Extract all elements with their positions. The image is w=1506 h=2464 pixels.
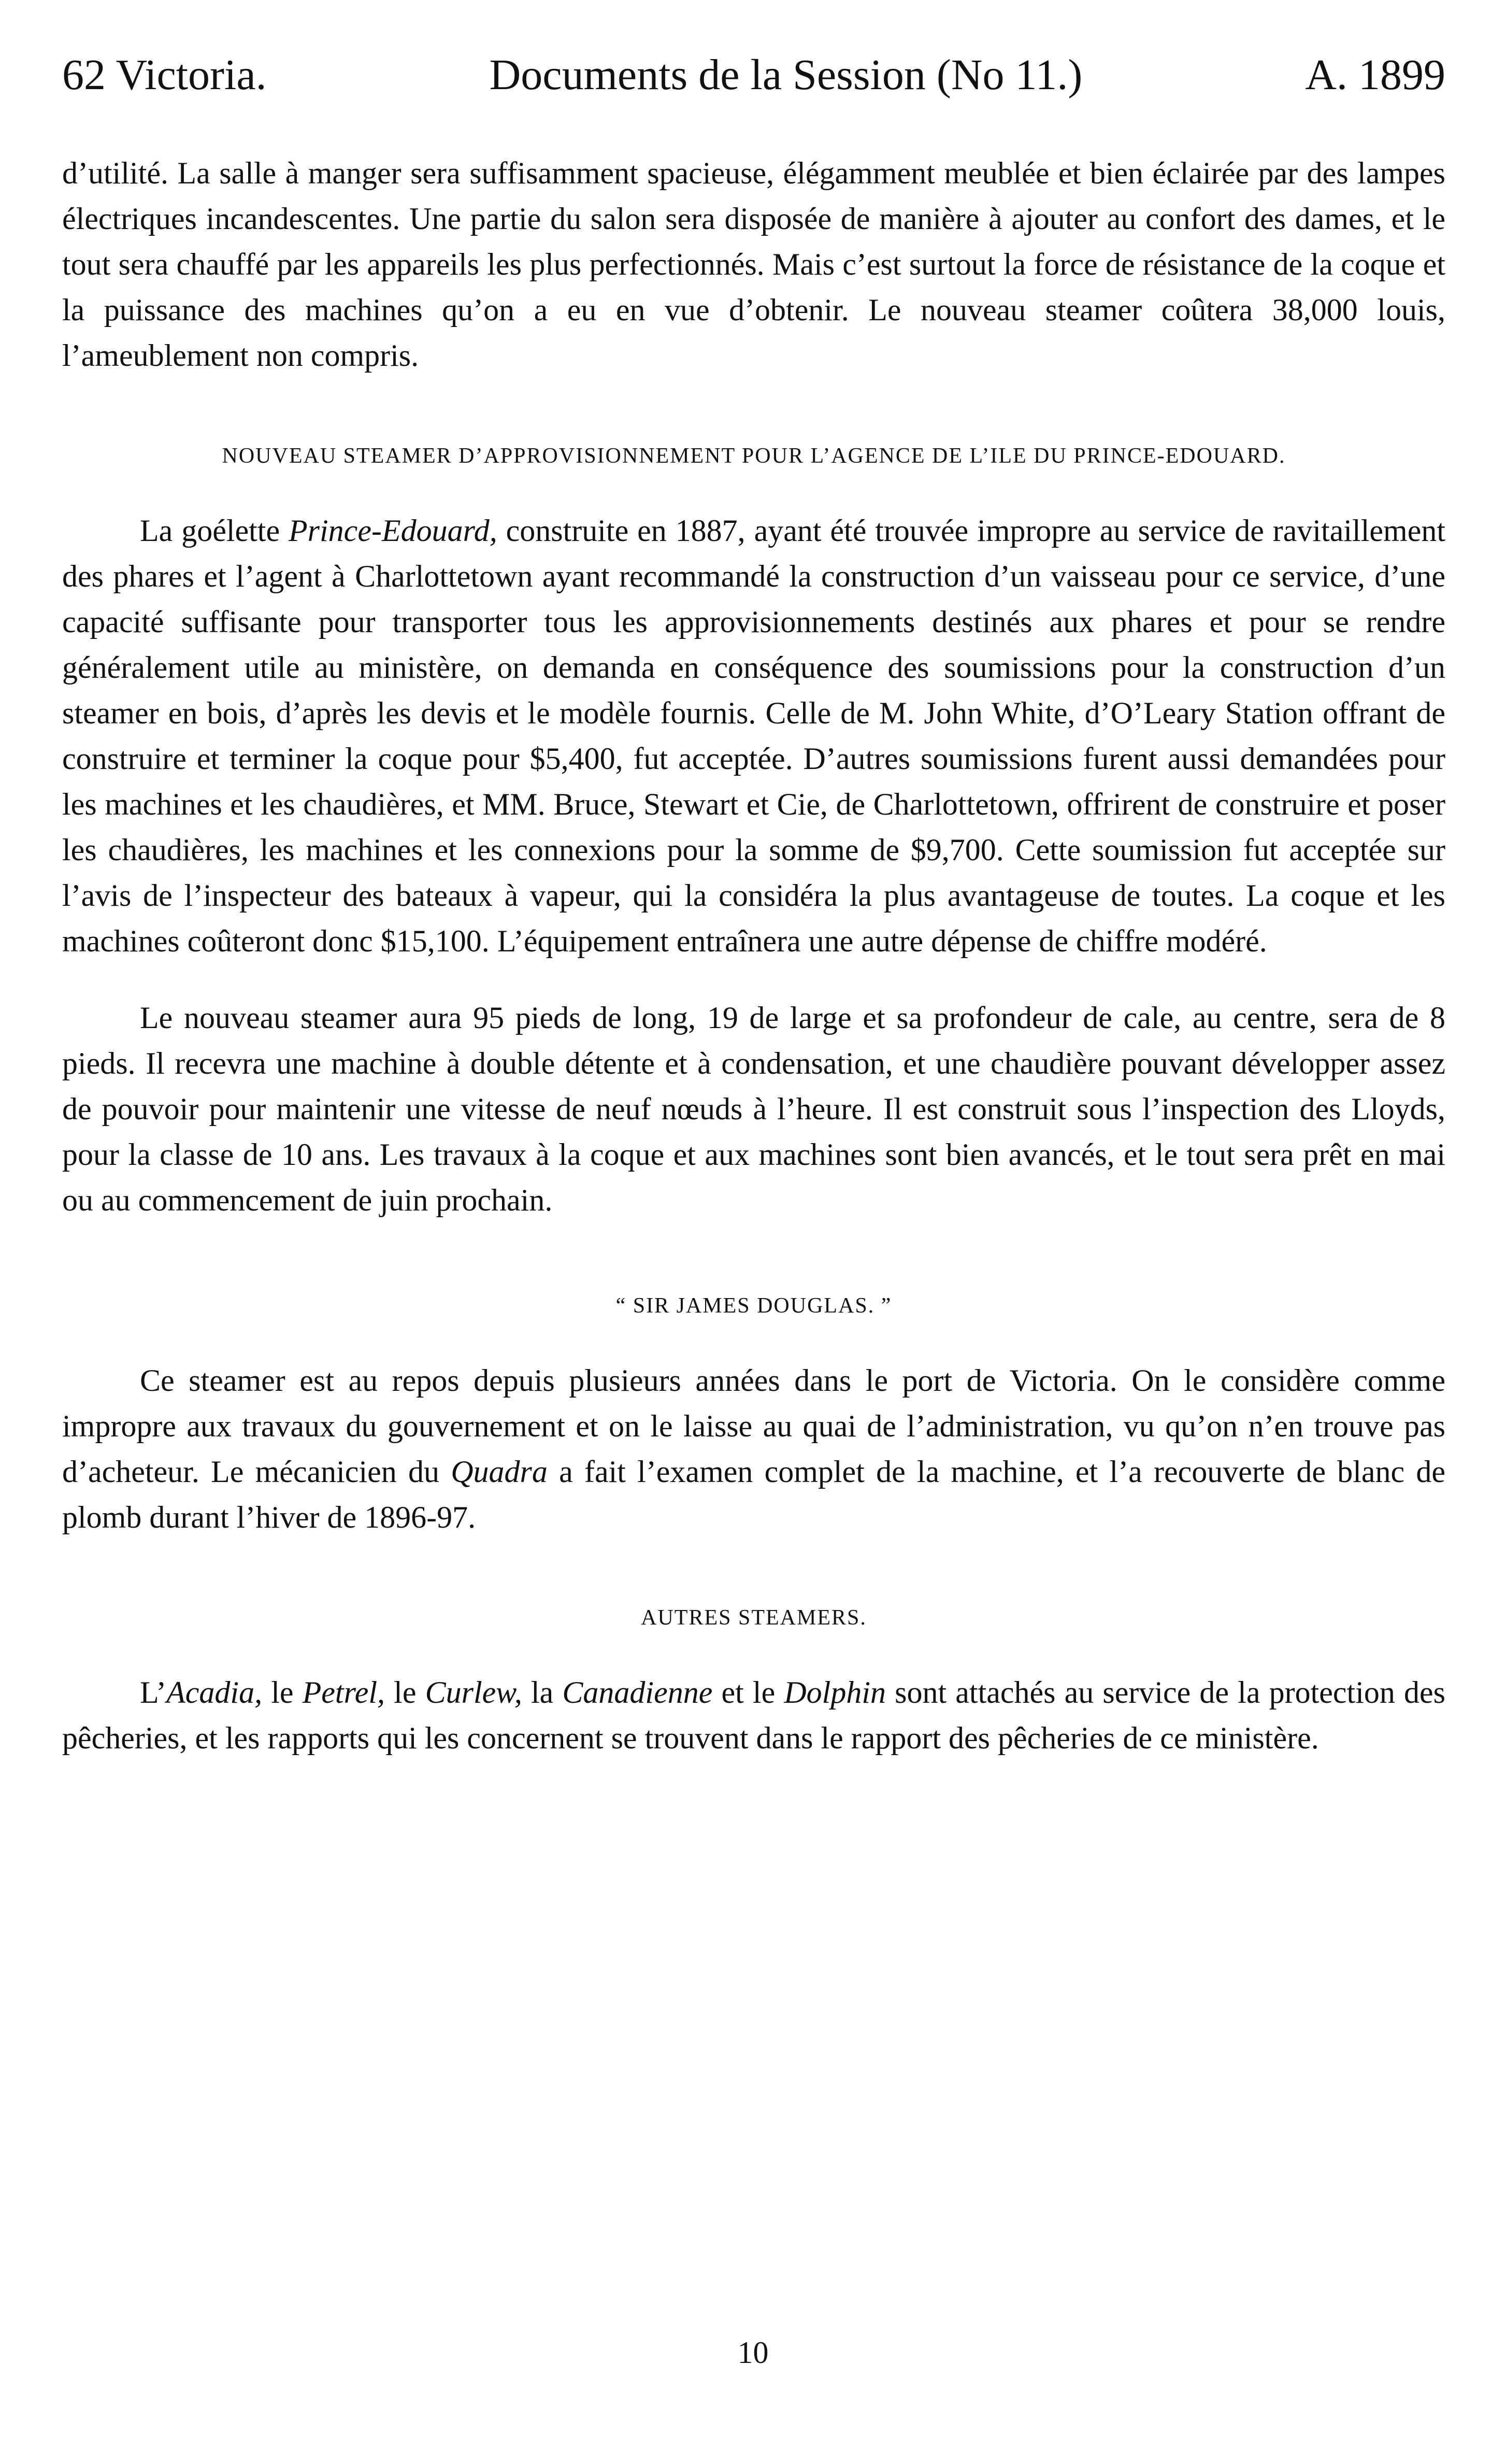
ship-name-petrel: Petrel, bbox=[302, 1675, 385, 1710]
text-run: le bbox=[385, 1675, 425, 1710]
text-run: et le bbox=[712, 1675, 784, 1710]
page-number: 10 bbox=[737, 2335, 769, 2370]
header-year: A. 1899 bbox=[1305, 51, 1445, 99]
document-page bbox=[62, 47, 1445, 1761]
ship-name-quadra: Quadra bbox=[451, 1455, 548, 1489]
text-run: le bbox=[262, 1675, 303, 1710]
text-run: La goélette bbox=[140, 514, 289, 548]
paragraph-sir-james-douglas bbox=[62, 1358, 1445, 1540]
ship-name-canadienne: Canadienne bbox=[562, 1675, 713, 1710]
paragraph-other-steamers bbox=[62, 1670, 1445, 1761]
text-run: sont attachés au service de la protection des pêcheries, et les rapports qui les concernent se trouvent dans le rapport des pêcheries de ce ministère. bbox=[62, 1675, 1445, 1755]
ship-name-prince-edouard: Prince-Edouard, bbox=[289, 514, 497, 548]
text-run: la bbox=[522, 1675, 563, 1710]
paragraph-prince-edouard bbox=[62, 508, 1445, 964]
text-run: a fait l’examen complet de la machine, et l’a recouverte de blanc de plomb durant l’hiver de 1896-97. bbox=[62, 1455, 1445, 1534]
ship-name-dolphin: Dolphin bbox=[784, 1675, 886, 1710]
running-header bbox=[62, 47, 1445, 104]
ship-name-acadia: Acadia, bbox=[166, 1675, 263, 1710]
section-heading-other-steamers: AUTRES STEAMERS. bbox=[641, 1606, 867, 1630]
text-run: L’ bbox=[140, 1675, 167, 1710]
section-heading-sir-james-douglas: “ SIR JAMES DOUGLAS. ” bbox=[615, 1294, 892, 1318]
section-heading-supply-steamer: NOUVEAU STEAMER D’APPROVISIONNEMENT POUR L’AGENCE DE L’ILE DU PRINCE-EDOUARD. bbox=[222, 444, 1286, 468]
header-session-year: 62 Victoria. bbox=[62, 51, 267, 99]
continued-paragraph: d’utilité. La salle à manger sera suffisamment spacieuse, élégamment meublée et bien éclairée par des lampes électriques incandescentes. Une partie du salon sera disposée de manière à ajouter au confort des dames, et le tout sera chauffé par les appareils les plus perfectionnés. Mais c’est surtout la force de résistance de la coque et la puissance des machines qu’on a eu en vue d’obtenir. Le nouveau steamer coûtera 38,000 louis, l’ameublement non compris. bbox=[62, 156, 1445, 373]
ship-name-curlew: Curlew, bbox=[425, 1675, 522, 1710]
text-run: construite en 1887, ayant été trouvée impropre au service de ravitaillement des phares et l’agent à Charlottetown ayant recommandé la construction d’un vaisseau pour ce service, d’une capacité suffisante pour transporter tous les approvisionnements destinés aux phares et pour se rendre généralement utile au ministère, on demanda en conséquence des soumissions pour la construction d’un steamer en bois, d’après les devis et le modèle fournis. Celle de M. John White, d’O’Leary Station offrant de construire et terminer la coque pour $5,400, fut acceptée. D’autres soumissions furent aussi demandées pour les machines et les chaudières, et MM. Bruce, Stewart et Cie, de Charlottetown, offrirent de construire et poser les chaudières, les machines et les connexions pour la somme de $9,700. Cette soumission fut acceptée sur l’avis de l’inspecteur des bateaux à vapeur, qui la considéra la plus avantageuse de toutes. La coque et les machines coûteront donc $15,100. L’équipement entraînera une autre dépense de chiffre modéré. bbox=[62, 514, 1445, 958]
paragraph-new-steamer-specs: Le nouveau steamer aura 95 pieds de long, 19 de large et sa profondeur de cale, au centre, sera de 8 pieds. Il recevra une machine à double détente et à condensation, et une chaudière pouvant développer assez de pouvoir pour maintenir une vitesse de neuf nœuds à l’heure. Il est construit sous l’inspection des Lloyds, pour la classe de 10 ans. Les travaux à la coque et aux machines sont bien avancés, et le tout sera prêt en mai ou au commencement de juin prochain. bbox=[62, 1001, 1445, 1217]
text-run: Ce steamer est au repos depuis plusieurs années dans le port de Victoria. On le considère comme impropre aux travaux du gouvernement et on le laisse au quai de l’administration, vu qu’on n’en trouve pas d’acheteur. Le mécanicien du bbox=[62, 1363, 1445, 1489]
header-document-title: Documents de la Session (No 11.) bbox=[489, 51, 1083, 99]
